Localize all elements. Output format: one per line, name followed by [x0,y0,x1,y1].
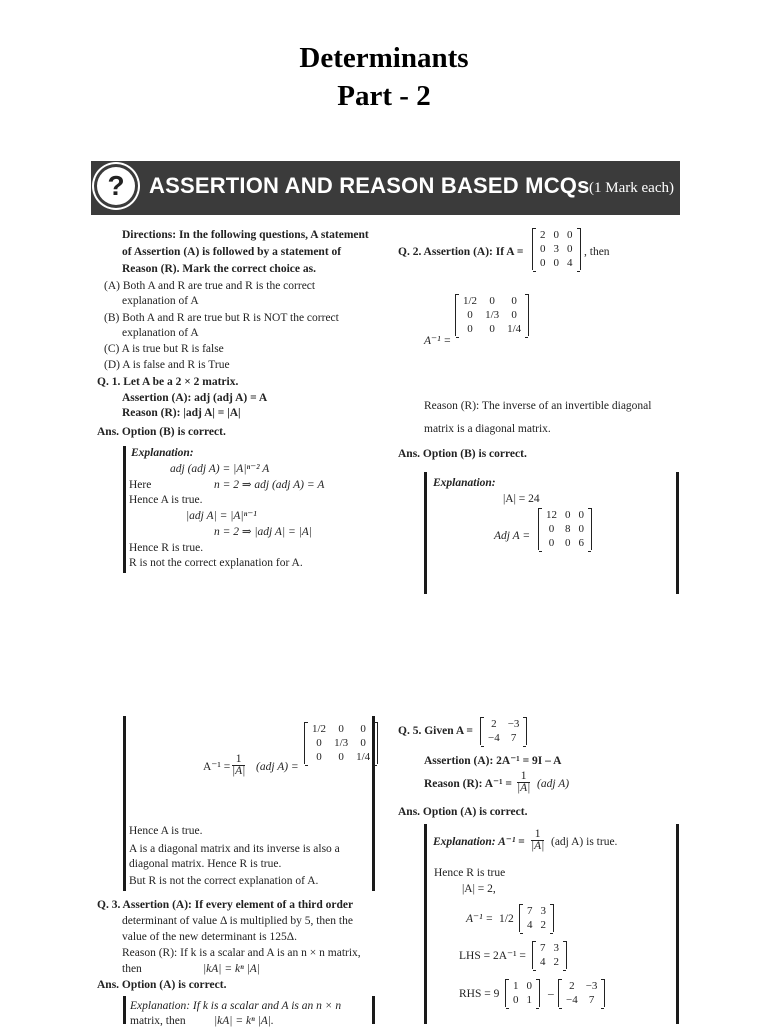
q5-explanation-bar-right [676,824,679,1024]
page-subtitle: Part - 2 [337,80,431,112]
q3-explanation: |kA| = kⁿ |A|. [214,1015,274,1027]
option-a: (A) Both A and R are true and R is the correct [104,280,316,292]
q1-expl-line: n = 2 ⇒ |adj A| = |A| [214,526,312,538]
directions-line-1: Directions: In the following questions, A statement [122,229,369,241]
q5-explanation-bar-left [424,824,427,1024]
q1-answer: Ans. Option (B) is correct. [97,426,226,438]
ll-inverse-matrix: 1/2 0 0 0 1/3 0 0 0 1/4 [304,722,378,764]
ll-line: diagonal matrix. Hence R is true. [129,858,282,870]
q2-then: , then [584,246,610,258]
q5-hence: Hence R is true [434,867,506,879]
question-mark-icon: ? [97,167,135,205]
page-gap [0,627,768,719]
q5-rhs-minus: – [548,988,554,1000]
q1-expl-line: Here [129,479,152,491]
directions-line-2: of Assertion (A) is followed by a statement of [122,246,342,258]
q5-rhs-matrix-a: 2 −3 −4 7 [558,979,605,1007]
q2-explanation-bar-right [676,472,679,594]
q5-expl-fraction: $\frac{1}{|A|}$ [531,828,545,852]
q5-inverse-label: A⁻¹ = [466,913,494,925]
q3-line: then [122,963,142,975]
q3-explanation: Explanation: If k is a scalar and A is an n × n [130,1000,342,1012]
q5-rhs-label: RHS = 9 [459,988,500,1000]
q2-inverse-label: A⁻¹ = [424,335,452,347]
q2-explanation-label: Explanation: [433,477,496,489]
q1-expl-line: n = 2 ⇒ adj (adj A) = A [214,479,325,491]
q5-rhs-identity: 1 0 0 1 [505,979,540,1007]
page-title: Determinants [299,42,469,74]
q2-reason: Reason (R): The inverse of an invertible diagonal [424,400,652,412]
ll-inverse-expr: (adj A) = [256,761,299,773]
banner-marks: (1 Mark each) [589,180,674,196]
q3-assertion: Q. 3. Assertion (A): If every element of a third order [97,899,354,911]
option-b-cont: explanation of A [122,327,199,339]
q1-question: Q. 1. Let A be a 2 × 2 matrix. [97,376,239,388]
q5-reason: Reason (R): A⁻¹ = [424,778,512,790]
q5-lhs-matrix: 7 3 4 2 [532,941,567,969]
q5-assertion: Assertion (A): 2A⁻¹ = 9I – A [424,755,562,767]
q3-line: |kA| = kⁿ |A| [203,963,260,975]
q5-expl-suffix: (adj A) is true. [551,836,618,848]
ll-fraction: $\frac{1}{|A|}$ [232,753,246,777]
q1-assertion: Assertion (A): adj (adj A) = A [122,392,268,404]
q3-line: determinant of value Δ is multiplied by 5, then the [122,915,353,927]
lower-left-bar [123,716,126,891]
q5-det: |A| = 2, [462,883,496,895]
q5-answer: Ans. Option (A) is correct. [398,806,528,818]
q5-lhs-label: LHS = 2A⁻¹ = [459,950,526,962]
q1-explanation-bar [123,446,126,573]
q3-reason: Reason (R): If k is a scalar and A is an n × n matrix, [122,947,361,959]
option-a-cont: explanation of A [122,295,199,307]
q2-det: |A| = 24 [503,493,540,505]
q1-expl-line: adj (adj A) = |A|ⁿ⁻² A [170,463,270,475]
ll-line: Hence A is true. [129,825,203,837]
q1-expl-line: Hence A is true. [129,494,203,506]
option-b: (B) Both A and R are true but R is NOT the correct [104,312,339,324]
q5-inverse-matrix: 7 3 4 2 [519,904,554,932]
q3-answer: Ans. Option (A) is correct. [97,979,227,991]
q2-reason-cont: matrix is a diagonal matrix. [424,423,551,435]
section-banner [91,161,680,215]
q2-answer: Ans. Option (B) is correct. [398,448,527,460]
q2-inverse-matrix: 1/2 0 0 0 1/3 0 0 0 1/4 [455,294,529,336]
option-c: (C) A is true but R is false [104,343,224,355]
q1-expl-line: Hence R is true. [129,542,204,554]
ll-line: A is a diagonal matrix and its inverse is also a [129,843,340,855]
banner-heading: ASSERTION AND REASON BASED MCQs [149,173,590,198]
ll-line: But R is not the correct explanation of A. [129,875,319,887]
q3-explanation-bar [123,996,126,1024]
q5-given: Q. 5. Given A = [398,725,473,737]
q5-inverse-half: 1/2 [499,913,514,925]
q1-reason: Reason (R): |adj A| = |A| [122,407,241,419]
directions-line-3: Reason (R). Mark the correct choice as. [122,263,316,275]
q1-expl-line: R is not the correct explanation for A. [129,557,303,569]
q2-matrix-a: 2 0 0 0 3 0 0 0 4 [532,228,581,270]
q3-explanation: matrix, then [130,1015,186,1027]
q2-assertion: Q. 2. Assertion (A): If A = [398,246,524,258]
ll-inverse-label: A⁻¹ = [203,761,231,773]
q5-matrix-a: 2 −3 −4 7 [480,717,527,745]
q2-adj-matrix: 12 0 0 0 8 0 0 0 6 [538,508,592,550]
q3-explanation-bar-right [372,996,375,1024]
q5-explanation-label: Explanation: A⁻¹ = [433,836,525,848]
q5-reason-suffix: (adj A) [537,778,570,790]
q2-adj-label: Adj A = [494,530,531,542]
q1-explanation-label: Explanation: [131,447,194,459]
q2-explanation-bar-left [424,472,427,594]
q1-expl-line: |adj A| = |A|ⁿ⁻¹ [186,510,257,522]
q3-line: value of the new determinant is 125Δ. [122,931,298,943]
q5-reason-fraction: $\frac{1}{|A|}$ [517,770,531,794]
option-d: (D) A is false and R is True [104,359,230,371]
